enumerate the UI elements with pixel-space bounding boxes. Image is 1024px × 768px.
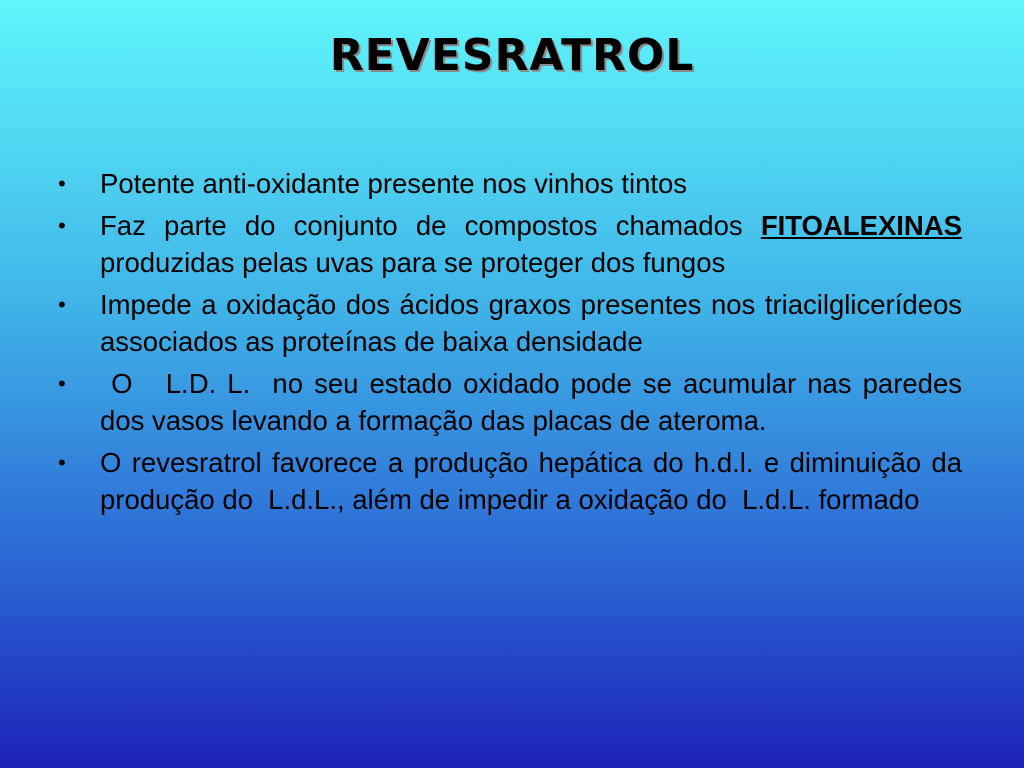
- bullet-item-3: [58, 286, 962, 360]
- bullet-text: O L.D. L. no seu estado oxidado pode se acumular nas paredes dos vasos levando a formação das placas de ateroma.: [100, 368, 970, 436]
- bullet-item-1: [58, 165, 962, 202]
- bullet-icon: •: [58, 450, 66, 475]
- bullet-item-5: [58, 444, 970, 518]
- bullet-item-2: [58, 207, 962, 281]
- bullet-icon: •: [58, 171, 66, 196]
- bullet-icon: •: [58, 371, 66, 396]
- bullet-icon: •: [58, 292, 66, 317]
- bullet-text: Potente anti-oxidante presente nos vinhos tintos: [100, 168, 688, 199]
- bullet-item-4: [58, 365, 970, 439]
- emphasized-term: FITOALEXINAS: [760, 210, 962, 241]
- bullet-text-post: produzidas pelas uvas para se proteger dos fungos: [100, 247, 726, 278]
- bullet-icon: •: [58, 213, 66, 238]
- bullet-list: [58, 165, 970, 523]
- bullet-text: O revesratrol favorece a produção hepática do h.d.l. e diminuição da produção do L.d.L., além de impedir a oxidação do L.d.L. formado: [100, 447, 970, 515]
- bullet-text: Impede a oxidação dos ácidos graxos presentes nos triacilglicerídeos associados as proteínas de baixa densidade: [100, 289, 962, 357]
- slide-title: REVESRATROL: [329, 30, 695, 81]
- bullet-text-pre: Faz parte do conjunto de compostos chamados: [100, 210, 761, 241]
